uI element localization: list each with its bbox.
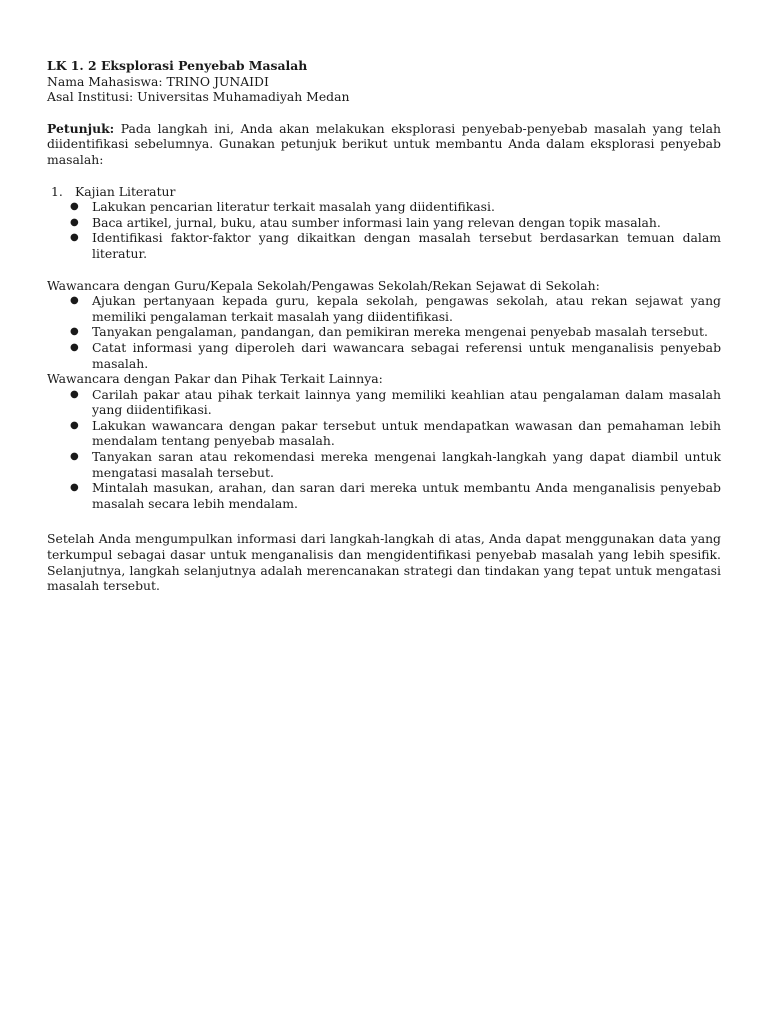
list-item-text: Tanyakan saran atau rekomendasi mereka mengenai langkah-langkah yang dapat diambil untuk mengatasi masalah tersebut. [92, 449, 721, 480]
list-item [47, 230, 721, 261]
list-item-text: Lakukan wawancara dengan pakar tersebut untuk mendapatkan wawasan dan pemahaman lebih mendalam tentang penyebab masalah. [92, 417, 721, 449]
instructions-text: Pada langkah ini, Anda akan melakukan eksplorasi penyebab-penyebab masalah yang telah diidentifikasi sebelumnya. Gunakan petunjuk berikut untuk membantu Anda dalam eksplorasi penyebab masalah: [47, 120, 721, 167]
list-item-text: Carilah pakar atau pihak terkait lainnya yang memiliki keahlian atau pengalaman dalam masalah yang diidentifikasi. [92, 386, 721, 418]
list-item-text: Lakukan pencarian literatur terkait masalah yang diidentifikasi. [92, 199, 495, 215]
document-page [47, 58, 721, 594]
document-title: LK 1. 2 Eksplorasi Penyebab Masalah [47, 58, 308, 73]
section-school-interview-heading: Wawancara dengan Guru/Kepala Sekolah/Pengawas Sekolah/Rekan Sejawat di Sekolah: [47, 277, 600, 293]
bullet-icon: ● [70, 232, 79, 244]
section-expert-interview-heading: Wawancara dengan Pakar dan Pihak Terkait Lainnya: [47, 371, 383, 387]
list-item [47, 215, 721, 231]
list-item [47, 293, 721, 324]
list-item-text: Identifikasi faktor-faktor yang dikaitkan dengan masalah tersebut berdasarkan temuan dalam literatur. [92, 230, 721, 261]
spacer [47, 105, 721, 121]
expert-interview-list [47, 387, 721, 512]
list-item [47, 418, 721, 449]
instructions-label: Petunjuk: [47, 120, 115, 136]
list-item [47, 324, 721, 340]
instructions-paragraph [47, 121, 721, 168]
list-item [47, 199, 721, 215]
bullet-icon: ● [70, 482, 79, 494]
list-item [47, 480, 721, 511]
list-item-text: Baca artikel, jurnal, buku, atau sumber informasi lain yang relevan dengan topik masalah. [92, 214, 661, 230]
list-item-text: Ajukan pertanyaan kepada guru, kepala sekolah, pengawas sekolah, atau rekan sejawat yang memiliki pengalaman terkait masalah yang diidentifikasi. [92, 293, 721, 324]
spacer [47, 511, 721, 527]
bullet-icon: ● [70, 326, 79, 338]
school-interview-list [47, 293, 721, 371]
student-name: Nama Mahasiswa: TRINO JUNAIDI [47, 73, 269, 89]
section-literature-heading [51, 184, 721, 200]
literature-list [47, 199, 721, 261]
bullet-icon: ● [70, 295, 79, 307]
institution-name: Asal Institusi: Universitas Muhamadiyah Medan [47, 89, 350, 105]
spacer [47, 262, 721, 278]
section-number: 1. [51, 183, 63, 199]
bullet-icon: ● [70, 201, 79, 213]
list-item-text: Tanyakan pengalaman, pandangan, dan pemikiran mereka mengenai penyebab masalah tersebut. [92, 324, 708, 340]
bullet-icon: ● [70, 216, 79, 228]
bullet-icon: ● [70, 388, 79, 400]
spacer [47, 168, 721, 184]
list-item [47, 449, 721, 480]
bullet-icon: ● [70, 451, 79, 463]
bullet-icon: ● [70, 341, 79, 353]
bullet-icon: ● [70, 419, 79, 431]
list-item [47, 340, 721, 371]
section-heading-text: Kajian Literatur [75, 183, 176, 199]
list-item-text: Mintalah masukan, arahan, dan saran dari mereka untuk membantu Anda menganalisis penyebab masalah secara lebih mendalam. [92, 480, 721, 511]
closing-paragraph: Setelah Anda mengumpulkan informasi dari langkah-langkah di atas, Anda dapat menggunakan data yang terkumpul sebagai dasar untuk menganalisis dan mengidentifikasi penyebab masalah yang lebih spesifik. Selanjutnya, langkah selanjutnya adalah merencanakan strategi dan tindakan yang tepat untuk mengatasi masalah tersebut. [47, 531, 721, 594]
list-item [47, 387, 721, 418]
list-item-text: Catat informasi yang diperoleh dari wawancara sebagai referensi untuk menganalisis penyebab masalah. [92, 339, 721, 371]
